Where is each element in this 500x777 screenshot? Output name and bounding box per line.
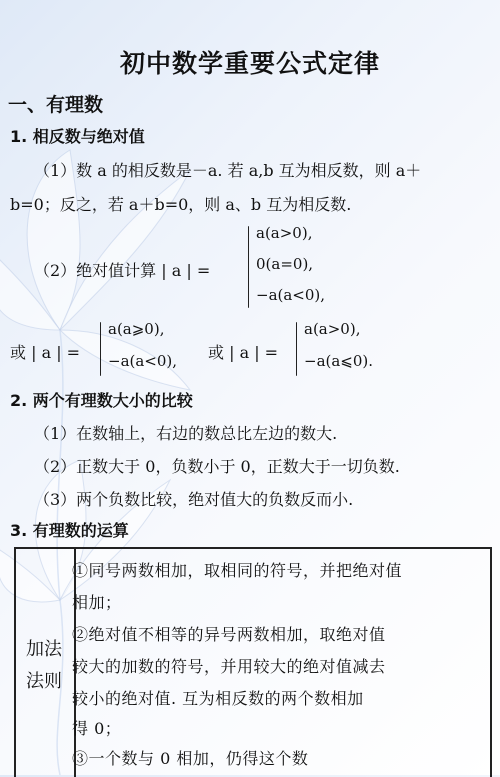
rule-line-7: ③一个数与 0 相加，仍得这个数 [72, 749, 309, 768]
alt1-case-1: a(a⩾0), [108, 320, 165, 338]
abs-case-positive: a(a>0), [256, 224, 313, 242]
alt2-case-2: −a(a⩽0). [304, 352, 374, 370]
text-opposite-line-1: （1）数 a 的相反数是－a. 若 a,b 互为相反数，则 a＋ [34, 161, 422, 180]
text-alt1-label: 或 | a | = [10, 343, 81, 362]
brace-abs [248, 226, 249, 308]
text-abs-label: （2）绝对值计算 | a | = [34, 261, 211, 280]
abs-case-zero: 0(a=0), [256, 255, 314, 273]
brace-alt2 [296, 322, 297, 376]
text-compare-2: （2）正数大于 0，负数小于 0，正数大于一切负数. [34, 457, 400, 476]
subheading-opposite-and-absolute: 1. 相反数与绝对值 [10, 127, 145, 146]
alt1-case-2: −a(a<0), [108, 352, 178, 370]
text-compare-1: （1）在数轴上，右边的数总比左边的数大. [34, 424, 338, 443]
rule-line-3: ②绝对值不相等的异号两数相加，取绝对值 [72, 625, 386, 644]
text-compare-3: （3）两个负数比较，绝对值大的负数反而小. [34, 490, 354, 509]
section-heading-rational-numbers: 一、有理数 [8, 94, 104, 116]
abs-case-negative: −a(a<0), [256, 286, 326, 304]
page-title: 初中数学重要公式定律 [119, 49, 380, 78]
table-label-rule: 法则 [26, 671, 62, 692]
rule-line-2: 相加； [72, 593, 122, 612]
brace-alt1 [100, 322, 101, 376]
subheading-operations: 3. 有理数的运算 [10, 521, 129, 540]
rule-line-4: 较大的加数的符号，并用较大的绝对值减去 [72, 657, 386, 676]
rule-line-6: 得 0； [72, 719, 122, 738]
text-opposite-line-2: b=0；反之，若 a＋b=0，则 a、b 互为相反数. [10, 195, 352, 214]
subheading-comparison: 2. 两个有理数大小的比较 [10, 391, 193, 410]
text-alt2-label: 或 | a | = [208, 343, 279, 362]
alt2-case-1: a(a>0), [304, 320, 361, 338]
rule-line-5: 较小的绝对值. 互为相反数的两个数相加 [72, 689, 364, 708]
table-label-cell [16, 549, 76, 777]
rule-line-1: ①同号两数相加，取相同的符号，并把绝对值 [72, 561, 403, 580]
table-label-addition: 加法 [26, 639, 62, 660]
